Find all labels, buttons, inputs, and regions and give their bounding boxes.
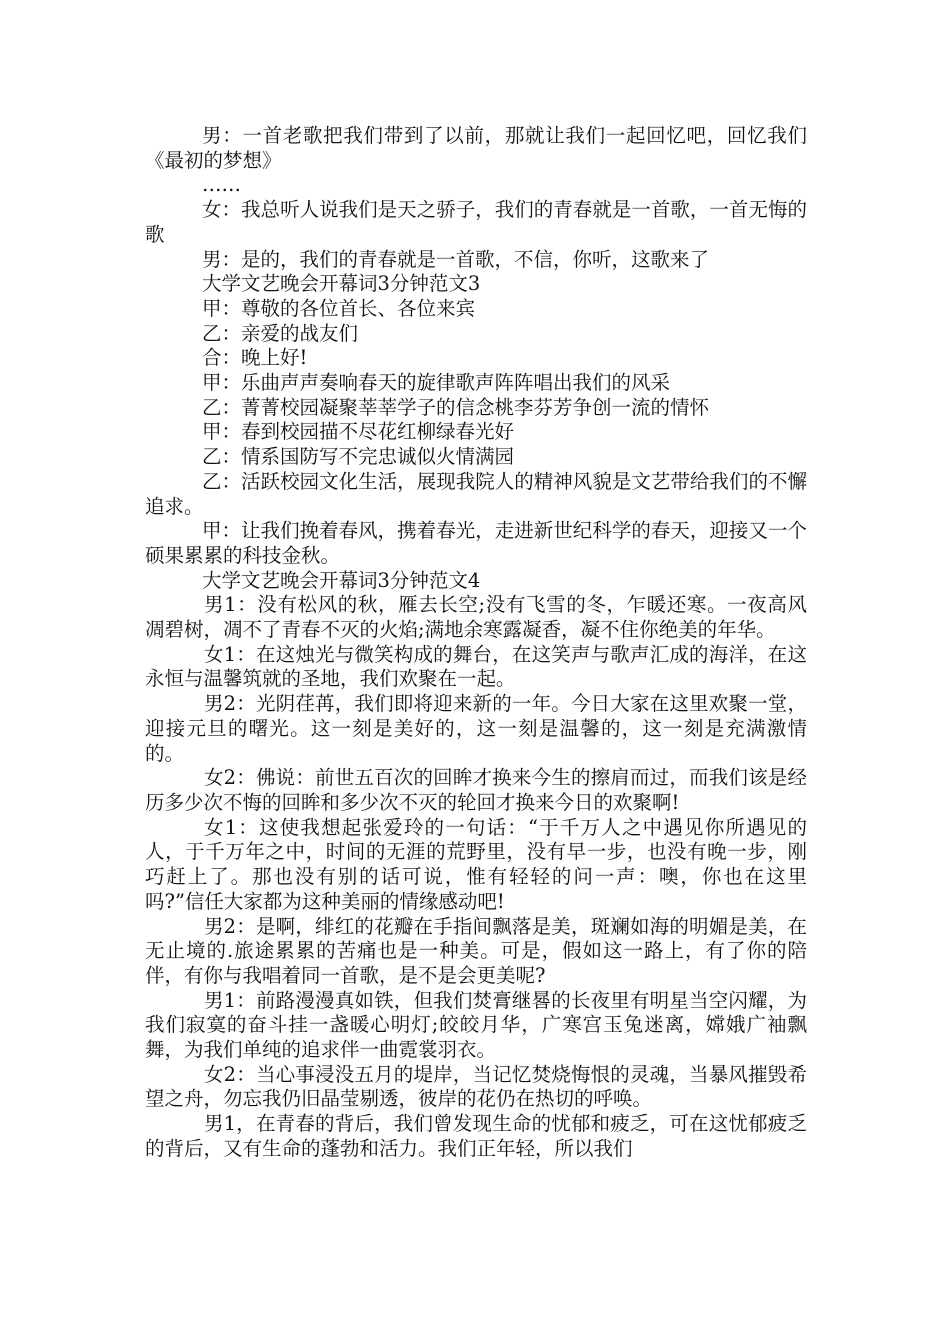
paragraph: 男2：是啊，绯红的花瓣在手指间飘落是美，斑斓如海的明媚是美，在无止境的.旅途累累的苦痛也是一种美。可是，假如这一路上，有了你的陪伴，有你与我唱着同一首歌，是不是会更美呢? bbox=[145, 914, 807, 987]
paragraph: 甲：让我们挽着春风，携着春光，走进新世纪科学的春天，迎接又一个硕果累累的科技金秋。 bbox=[145, 519, 807, 567]
paragraph: 男：一首老歌把我们带到了以前，那就让我们一起回忆吧，回忆我们《最初的梦想》 bbox=[145, 124, 807, 172]
paragraph: 甲：尊敬的各位首长、各位来宾 bbox=[202, 296, 476, 320]
paragraph: 男1，在青春的背后，我们曾发现生命的忧郁和疲乏，可在这忧郁疲乏的背后，又有生命的蓬勃和活力。我们正年轻，所以我们 bbox=[145, 1112, 807, 1160]
paragraph: 女2：佛说：前世五百次的回眸才换来今生的擦肩而过，而我们该是经历多少次不悔的回眸和多少次不灭的轮回才换来今日的欢聚啊! bbox=[145, 766, 807, 814]
paragraph: …… bbox=[202, 173, 241, 197]
paragraph: 乙：活跃校园文化生活，展现我院人的精神风貌是文艺带给我们的不懈追求。 bbox=[145, 469, 807, 518]
paragraph: 乙：亲爱的战友们 bbox=[202, 321, 359, 345]
section-heading: 大学文艺晚会开幕词3分钟范文3 bbox=[202, 272, 481, 296]
paragraph: 女1：在这烛光与微笑构成的舞台，在这笑声与歌声汇成的海洋，在这永恒与温馨筑就的圣地，我们欢聚在一起。 bbox=[145, 642, 807, 691]
paragraph: 男1：没有松风的秋，雁去长空;没有飞雪的冬，乍暖还寒。一夜高风凋碧树，凋不了青春不灭的火焰;满地余寒露凝香，凝不住你绝美的年华。 bbox=[145, 593, 807, 642]
paragraph: 甲：春到校园描不尽花红柳绿春光好 bbox=[202, 420, 515, 444]
paragraph: 乙：菁菁校园凝聚莘莘学子的信念桃李芬芳争创一流的情怀 bbox=[202, 395, 710, 419]
section-heading: 大学文艺晚会开幕词3分钟范文4 bbox=[202, 568, 481, 592]
paragraph: 甲：乐曲声声奏响春天的旋律歌声阵阵唱出我们的风采 bbox=[202, 371, 671, 395]
paragraph: 女2：当心事浸没五月的堤岸，当记忆焚烧悔恨的灵魂，当暴风摧毁希望之舟，勿忘我仍旧晶莹剔透，彼岸的花仍在热切的呼唤。 bbox=[145, 1062, 807, 1111]
paragraph: 合：晚上好! bbox=[202, 346, 308, 370]
paragraph: 女1：这使我想起张爱玲的一句话：“于千万人之中遇见你所遇见的人，于千万年之中，时间的无涯的荒野里，没有早一步，也没有晚一步，刚巧赶上了。那也没有别的话可说，惟有轻轻的问一声：噢，你也在这里吗?”信任大家都为这种美丽的情缘感动吧! bbox=[145, 815, 807, 913]
paragraph: 男：是的，我们的青春就是一首歌，不信，你听，这歌来了 bbox=[202, 247, 710, 271]
paragraph: 男2：光阴荏苒，我们即将迎来新的一年。今日大家在这里欢聚一堂，迎接元旦的曙光。这一刻是美好的，这一刻是温馨的，这一刻是充满激情的。 bbox=[145, 692, 807, 765]
document-body bbox=[145, 124, 807, 1162]
paragraph: 女：我总听人说我们是天之骄子，我们的青春就是一首歌，一首无悔的歌 bbox=[145, 198, 807, 246]
paragraph: 男1：前路漫漫真如铁，但我们焚膏继晷的长夜里有明星当空闪耀，为我们寂寞的奋斗挂一盏暖心明灯;皎皎月华，广寒宫玉兔迷离，嫦娥广袖飘舞，为我们单纯的追求伴一曲霓裳羽衣。 bbox=[145, 988, 807, 1062]
paragraph: 乙：情系国防写不完忠诚似火情满园 bbox=[202, 445, 515, 469]
